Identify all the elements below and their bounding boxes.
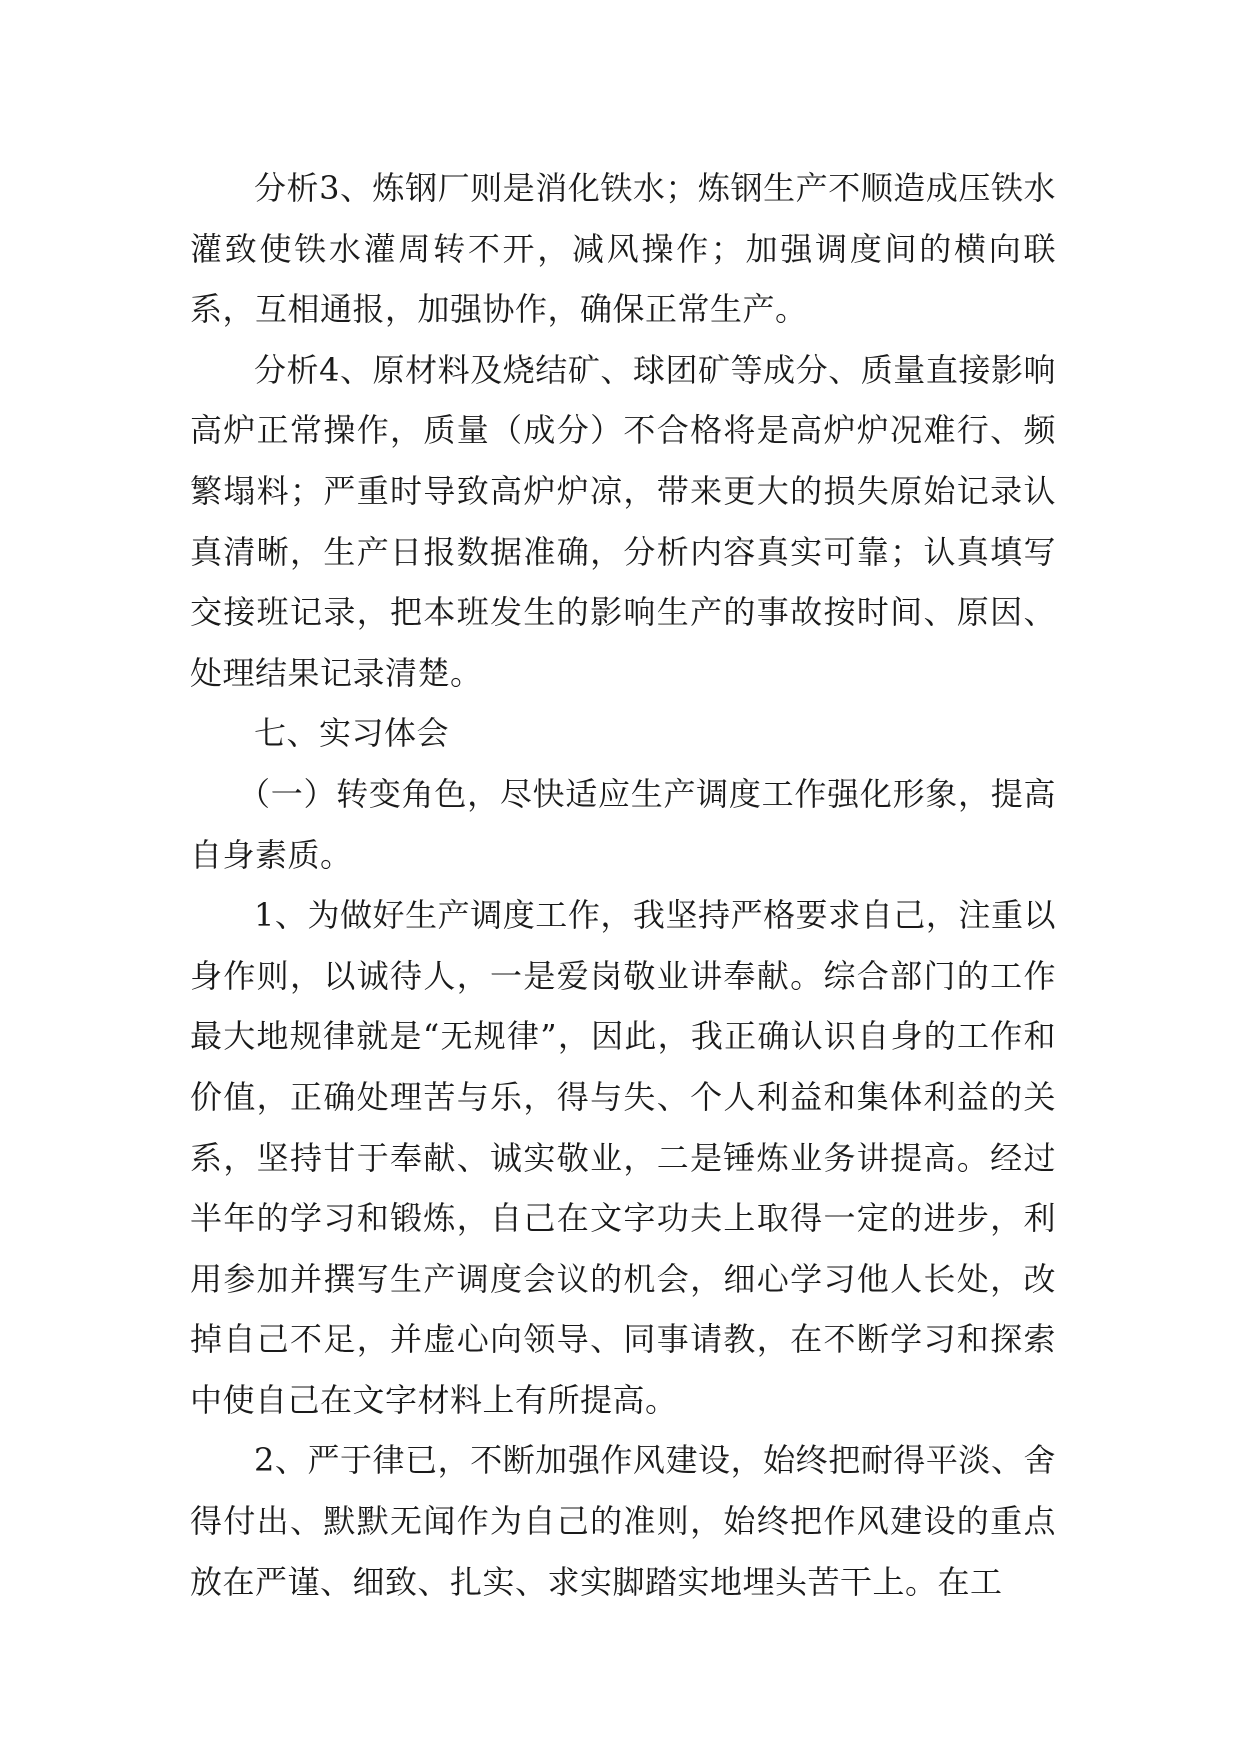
paragraph-analysis-3: 分析3、炼钢厂则是消化铁水；炼钢生产不顺造成压铁水灌致使铁水灌周转不开，减风操作；加强调度间的横向联系，互相通报，加强协作，确保正常生产。 [190, 169, 1056, 329]
subsection-heading-role-change: （一）转变角色，尽快适应生产调度工作强化形象，提高自身素质。 [190, 774, 1056, 874]
paragraph-item-2: 2、严于律已，不断加强作风建设，始终把耐得平淡、舍得付出、默默无闻作为自己的准则，始终把作风建设的重点放在严谨、细致、扎实、求实脚踏实地埋头苦干上。在工 [190, 1441, 1056, 1601]
paragraph-item-1: 1、为做好生产调度工作，我坚持严格要求自己，注重以身作则，以诚待人，一是爱岗敬业讲奉献。综合部门的工作最大地规律就是“无规律”，因此，我正确认识自身的工作和价值，正确处理苦与乐，得与失、个人利益和集体利益的关系，坚持甘于奉献、诚实敬业，二是锤炼业务讲提高。经过半年的学习和锻炼，自己在文字功夫上取得一定的进步，利用参加并撰写生产调度会议的机会，细心学习他人长处，改掉自己不足，并虚心向领导、同事请教，在不断学习和探索中使自己在文字材料上有所提高。 [190, 896, 1056, 1419]
section-heading-internship-experience: 七、实习体会 [254, 714, 450, 753]
document-body [190, 158, 1056, 1612]
paragraph-analysis-4: 分析4、原材料及烧结矿、球团矿等成分、质量直接影响高炉正常操作，质量（成分）不合格将是高炉炉况难行、频繁塌料；严重时导致高炉炉凉，带来更大的损失原始记录认真清晰，生产日报数据准确，分析内容真实可靠；认真填写交接班记录，把本班发生的影响生产的事故按时间、原因、处理结果记录清楚。 [190, 350, 1056, 692]
